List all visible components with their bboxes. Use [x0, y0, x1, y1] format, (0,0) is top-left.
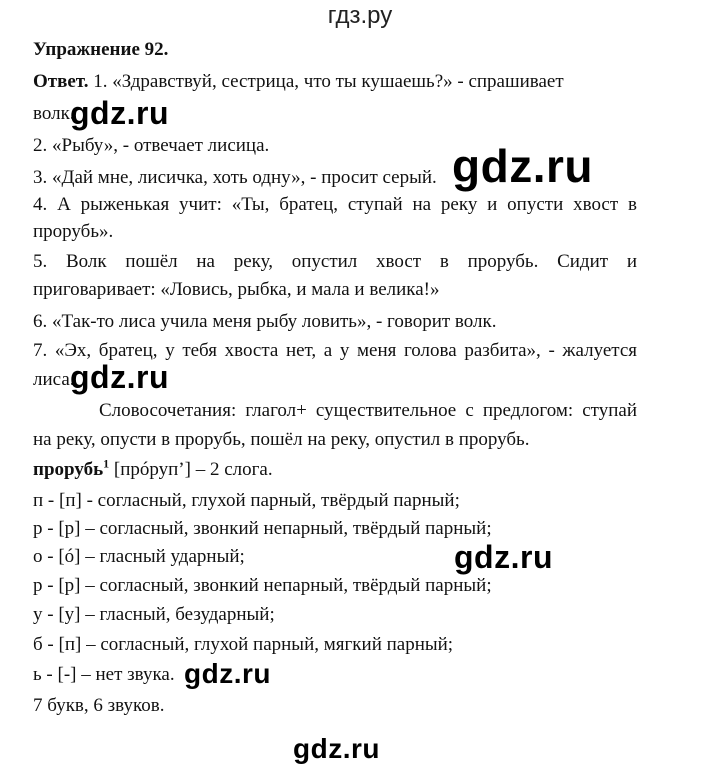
letter-analysis-line: п - [п] - согласный, глухой парный, твёрдый парный; — [33, 490, 460, 511]
phrases-line-1: Словосочетания: глагол+ существительное с предлогом: ступай — [99, 400, 637, 421]
phrases-line-2: на реку, опусти в прорубь, пошёл на реку, опустил в прорубь. — [33, 429, 530, 450]
watermark: gdz.ru — [452, 140, 593, 192]
watermark: gdz.ru — [184, 658, 271, 689]
sentence-2: 2. «Рыбу», - отвечает лисица. — [33, 135, 270, 156]
sentence-5: 5. Волк пошёл на реку, опустил хвост в прорубь. Сидит и — [33, 251, 637, 272]
site-header: гдз.ру — [327, 2, 393, 29]
sentence-4-continued: прорубь». — [33, 221, 114, 242]
letter-analysis-line: б - [п] – согласный, глухой парный, мягкий парный; — [33, 634, 454, 655]
sentence-3: 3. «Дай мне, лисичка, хоть одну», - просит серый. — [33, 167, 437, 188]
watermark: gdz.ru — [454, 539, 553, 575]
sentence-1: 1. «Здравствуй, сестрица, что ты кушаешь?» - спрашивает — [93, 71, 564, 92]
letter-analysis-line: р - [р] – согласный, звонкий непарный, твёрдый парный; — [33, 518, 492, 539]
sentence-1-continued: волк. — [33, 103, 75, 124]
word-analysis-heading — [33, 458, 273, 481]
exercise-title: Упражнение 92. — [33, 39, 169, 60]
letter-analysis-line: ь - [-] – нет звука. — [33, 664, 175, 685]
footnote-marker: 1 — [103, 456, 110, 471]
sentence-7: 7. «Эх, братец, у тебя хвоста нет, а у меня голова разбита», - жалуется — [33, 340, 637, 361]
answer-label: Ответ. — [33, 71, 89, 92]
watermark: gdz.ru — [70, 359, 169, 395]
letter-analysis-line: р - [р] – согласный, звонкий непарный, твёрдый парный; — [33, 575, 492, 596]
sentence-7-continued: лиса. — [33, 369, 75, 390]
answer-line-1 — [33, 70, 564, 93]
sentence-5-continued: приговаривает: «Ловись, рыбка, и мала и велика!» — [33, 279, 440, 300]
letter-analysis-line: о - [ó] – гласный ударный; — [33, 546, 245, 567]
analyzed-word: прорубь — [33, 459, 104, 480]
analysis-summary: 7 букв, 6 звуков. — [33, 695, 165, 716]
sentence-4: 4. А рыженькая учит: «Ты, братец, ступай на реку и опусти хвост в — [33, 194, 637, 215]
transcription: [прóруп’] – 2 слога. — [113, 459, 273, 480]
watermark: gdz.ru — [70, 95, 169, 131]
sentence-6: 6. «Так-то лиса учила меня рыбу ловить», - говорит волк. — [33, 311, 497, 332]
letter-analysis-line: у - [у] – гласный, безударный; — [33, 604, 275, 625]
watermark: gdz.ru — [293, 733, 380, 764]
